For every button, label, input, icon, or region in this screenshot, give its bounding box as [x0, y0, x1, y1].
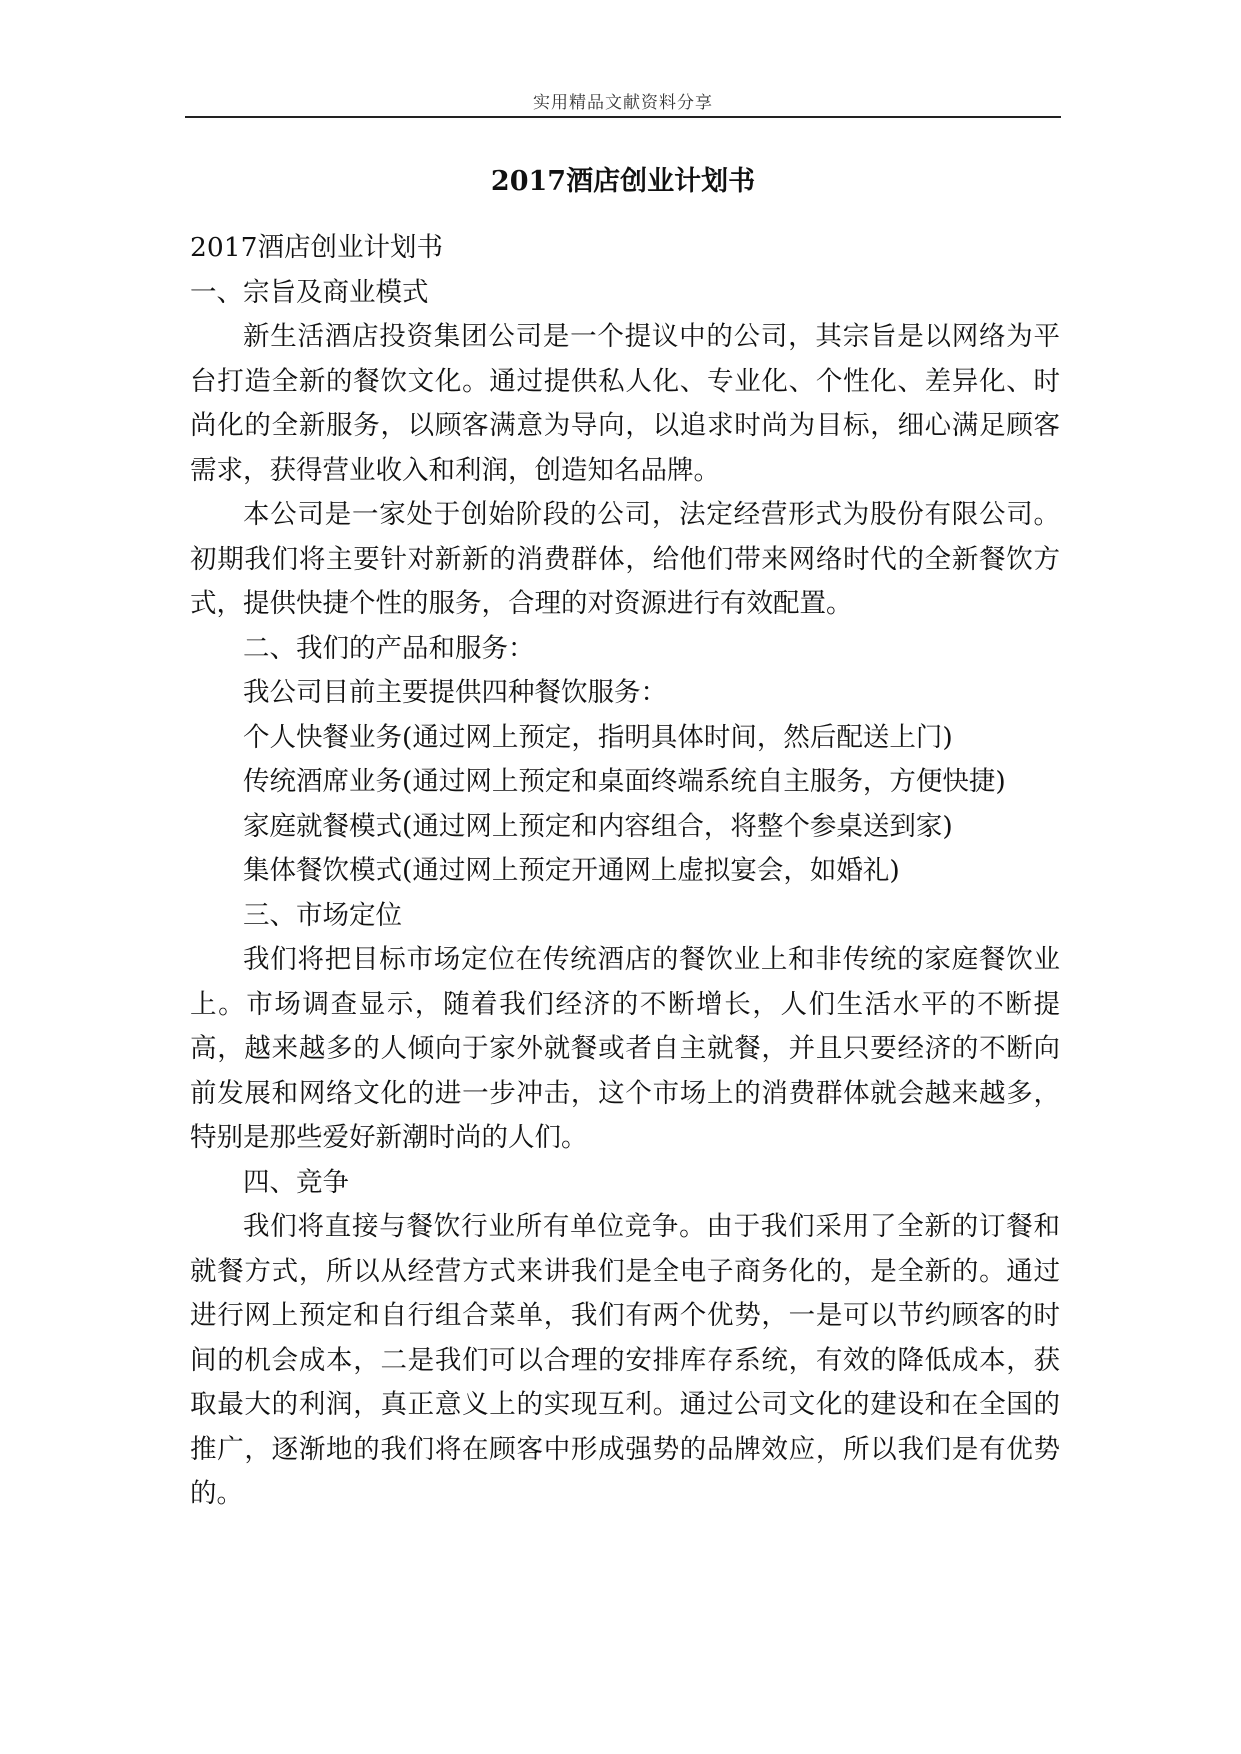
section-heading-1: 一、宗旨及商业模式 [190, 276, 429, 308]
body-heading: 2017酒店创业计划书 [190, 232, 443, 263]
services-intro: 我公司目前主要提供四种餐饮服务： [243, 677, 667, 708]
header-text: 实用精品文献资料分享 [533, 93, 713, 113]
document-body [190, 226, 1060, 1517]
service-item-3: 家庭就餐模式(通过网上预定和内容组合，将整个参桌送到家) [243, 810, 953, 842]
paragraph-competition: 我们将直接与餐饮行业所有单位竞争。由于我们采用了全新的订餐和就餐方式，所以从经营方式来讲我们是全电子商务化的，是全新的。通过进行网上预定和自行组合菜单，我们有两个优势，一是可以节约顾客的时间的机会成本，二是我们可以合理的安排库存系统，有效的降低成本，获取最大的利润，真正意义上的实现互利。通过公司文化的建设和在全国的推广，逐渐地的我们将在顾客中形成强势的品牌效应，所以我们是有优势的。 [190, 1211, 1060, 1509]
service-item-2: 传统酒席业务(通过网上预定和桌面终端系统自主服务，方便快捷) [243, 766, 1006, 797]
paragraph-mission: 新生活酒店投资集团公司是一个提议中的公司，其宗旨是以网络为平台打造全新的餐饮文化。通过提供私人化、专业化、个性化、差异化、时尚化的全新服务，以顾客满意为导向，以追求时尚为目标，细心满足顾客需求，获得营业收入和利润，创造知名品牌。 [190, 321, 1060, 486]
section-heading-3: 三、市场定位 [243, 899, 402, 931]
service-item-1: 个人快餐业务(通过网上预定，指明具体时间，然后配送上门) [243, 721, 953, 753]
paragraph-market: 我们将把目标市场定位在传统酒店的餐饮业上和非传统的家庭餐饮业上。市场调查显示，随着我们经济的不断增长，人们生活水平的不断提高，越来越多的人倾向于家外就餐或者自主就餐，并且只要经济的不断向前发展和网络文化的进一步冲击，这个市场上的消费群体就会越来越多，特别是那些爱好新潮时尚的人们。 [190, 944, 1060, 1153]
document-title: 2017酒店创业计划书 [490, 166, 756, 197]
section-heading-4: 四、竞争 [243, 1166, 349, 1198]
section-heading-2: 二、我们的产品和服务： [243, 632, 535, 664]
page-header [185, 78, 1061, 118]
paragraph-company: 本公司是一家处于创始阶段的公司，法定经营形式为股份有限公司。初期我们将主要针对新新的消费群体，给他们带来网络时代的全新餐饮方式，提供快捷个性的服务，合理的对资源进行有效配置。 [190, 499, 1060, 619]
service-item-4: 集体餐饮模式(通过网上预定开通网上虚拟宴会，如婚礼) [243, 855, 900, 886]
